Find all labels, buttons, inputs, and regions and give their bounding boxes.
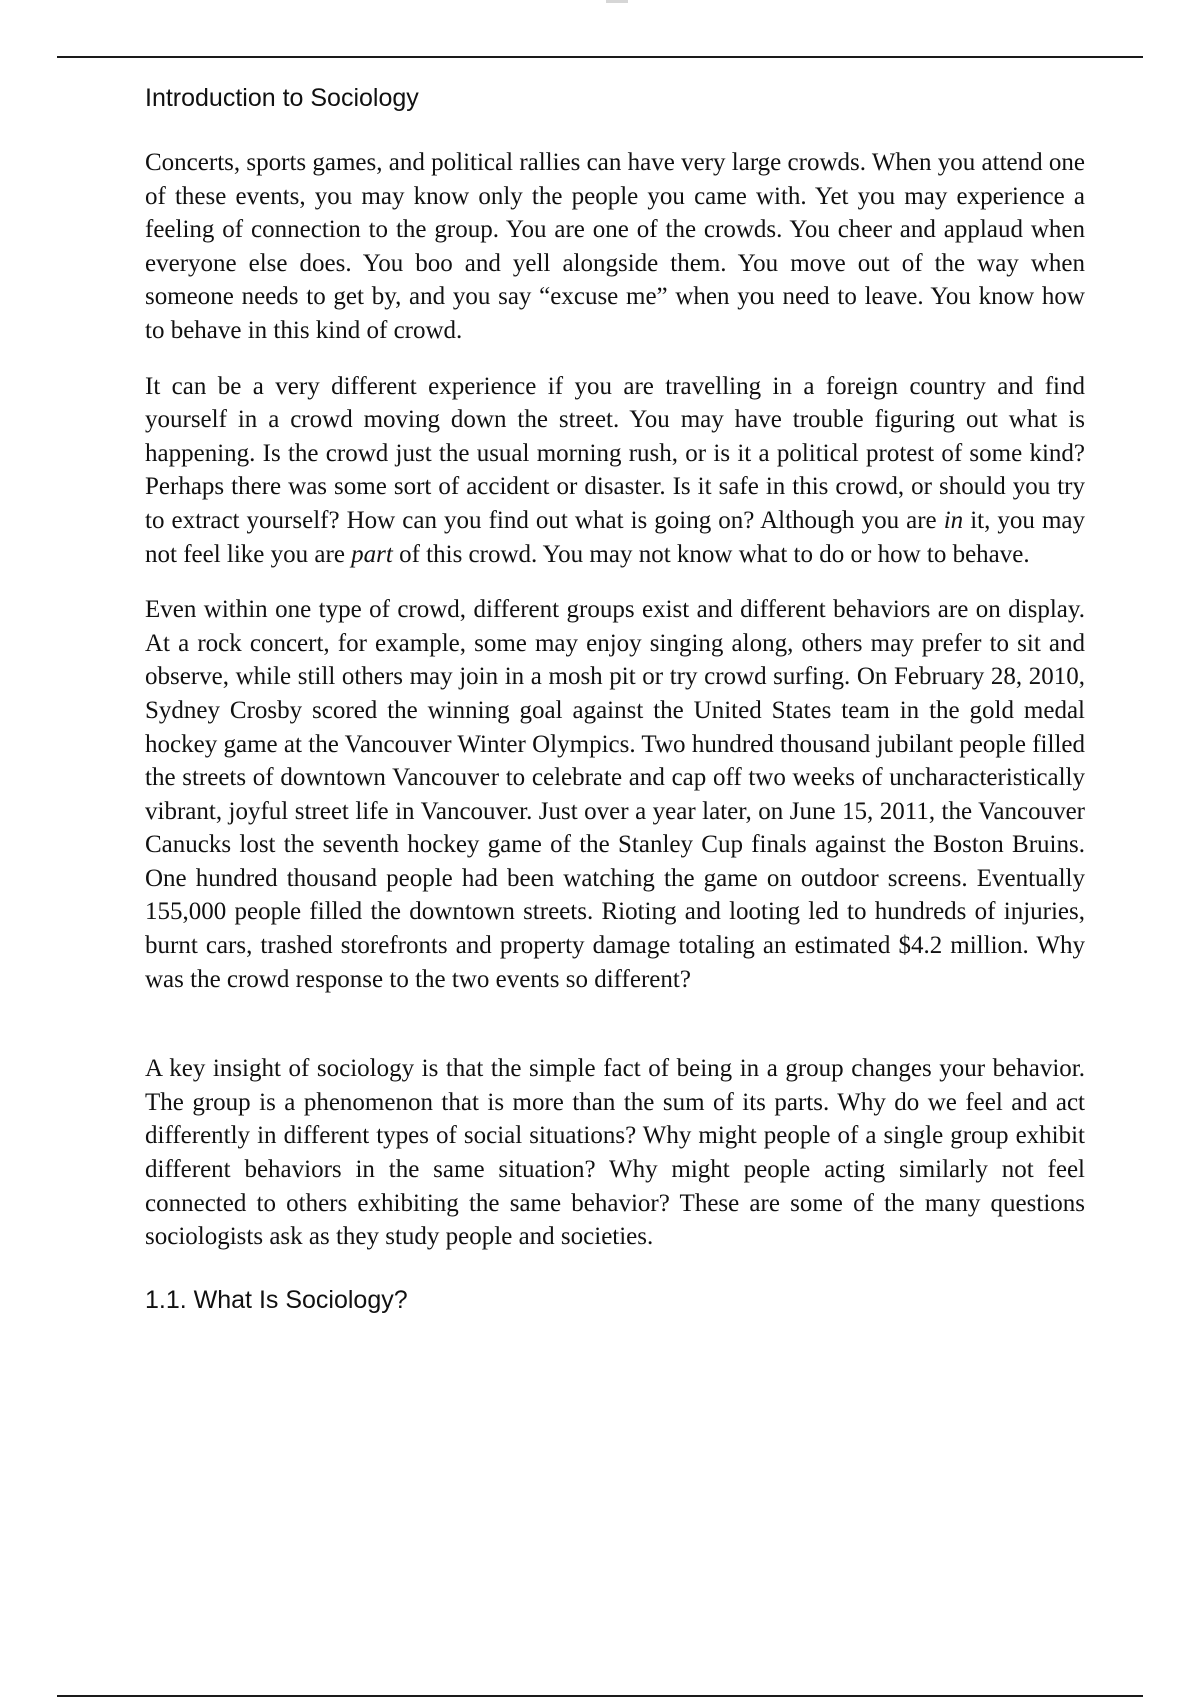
paragraph-crowds: Concerts, sports games, and political rallies can have very large crowds. When you attend one of these events, you may know only the people you came with. Yet you may experience a feeling of connection to the group. You are one of the crowds. You cheer and applaud when everyone else does. You boo and yell alongside them. You move out of the way when someone needs to get by, and you say “excuse me” when you need to leave. You know how to behave in this kind of crowd.: [145, 149, 1085, 344]
paragraph-text: of this crowd. You may not know what to do or how to behave.: [392, 540, 1030, 568]
header-rule: [57, 56, 1143, 58]
paragraph-foreign-crowd: [145, 370, 1085, 572]
paragraph-text: it, you may not feel like you are: [145, 506, 1086, 568]
emphasis-in: in: [943, 506, 964, 534]
emphasis-part: part: [351, 540, 393, 568]
paragraph-text: It can be a very different experience if you are travelling in a foreign country and find yourself in a crowd moving down the street. You may have trouble figuring out what is happening. Is the crowd just the usual morning rush, or is it a political protest of some kind? Perhaps there was some sort of accident or disaster. Is it safe in this crowd, or should you try to extract yourself? How can you find out what is going on? Although you are: [145, 372, 1085, 534]
section-heading: 1.1. What Is Sociology?: [145, 1285, 408, 1314]
running-header: Introduction to Sociology: [145, 84, 419, 112]
paragraph-vancouver: Even within one type of crowd, different groups exist and different behaviors are on display. At a rock concert, for example, some may enjoy singing along, others may prefer to sit and observe, while still others may join in a mosh pit or try crowd surfing. On February 28, 2010, Sydney Crosby scored the winning goal against the United States team in the gold medal hockey game at the Vancouver Winter Olympics. Two hundred thousand jubilant people filled the streets of downtown Vancouver to celebrate and cap off two weeks of uncharacteristically vibrant, joyful street life in Vancouver. Just over a year later, on June 15, 2011, the Vancouver Canucks lost the seventh hockey game of the Stanley Cup finals against the Boston Bruins. One hundred thousand people had been watching the game on outdoor screens. Eventually 155,000 people filled the downtown streets. Rioting and looting led to hundreds of injuries, burnt cars, trashed storefronts and property damage totaling an estimated $4.2 million. Why was the crowd response to the two events so different?: [145, 596, 1085, 993]
page-top-mark: [606, 0, 628, 3]
paragraph-key-insight: A key insight of sociology is that the simple fact of being in a group changes your behavior. The group is a phenomenon that is more than the sum of its parts. Why do we feel and act differently in different types of social situations? Why might people of a single group exhibit different behaviors in the same situation? Why might people acting similarly not feel connected to others exhibiting the same behavior? These are some of the many questions sociologists ask as they study people and societies.: [145, 1055, 1085, 1251]
footer-rule: [57, 1695, 1143, 1697]
page-content: [145, 76, 1085, 1316]
